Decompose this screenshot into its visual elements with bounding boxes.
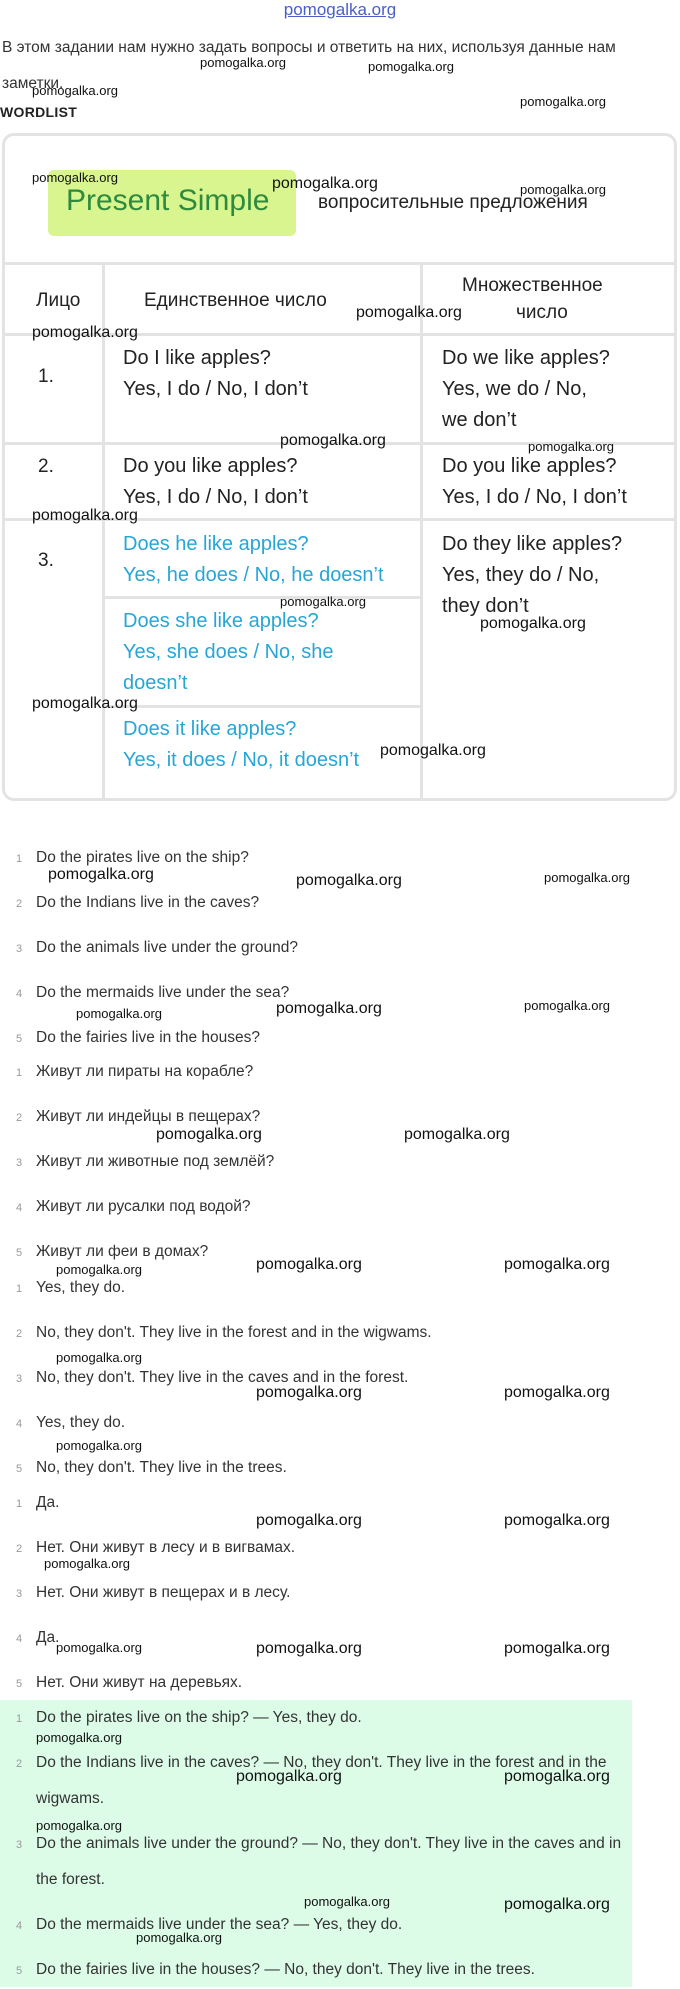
watermark: pomogalka.org (504, 1640, 610, 1657)
list-item: 1 Живут ли пираты на корабле? (16, 1063, 254, 1080)
col-header-plural-2: число (516, 302, 568, 323)
list-item: 2 Do the Indians live in the caves? — No, they don't. They live in the forest and in the wigwams. (16, 1754, 607, 1807)
list-item: 2 Живут ли индейцы в пещерах? (16, 1108, 261, 1125)
wordlist-heading: WORDLIST (0, 104, 78, 120)
watermark: pomogalka.org (280, 594, 366, 609)
watermark: pomogalka.org (520, 94, 606, 109)
cell-singular: Do you like apples? Yes, I do / No, I don’t (123, 455, 308, 508)
watermark: pomogalka.org (528, 439, 614, 454)
table-divider (420, 262, 423, 801)
watermark: pomogalka.org (32, 695, 138, 712)
watermark: pomogalka.org (32, 170, 118, 185)
list-item: 4 Do the mermaids live under the sea? — Yes, they do. (16, 1916, 403, 1933)
watermark: pomogalka.org (56, 1640, 142, 1655)
watermark: pomogalka.org (524, 998, 610, 1013)
list-item: 4 Живут ли русалки под водой? (16, 1198, 251, 1215)
watermark: pomogalka.org (480, 615, 586, 632)
col-header-person: Лицо (36, 290, 81, 311)
row-number: 1. (38, 366, 54, 387)
watermark: pomogalka.org (32, 507, 138, 524)
watermark: pomogalka.org (272, 175, 378, 192)
cell-plural: Do they like apples? Yes, they do / No, they don’t (442, 533, 623, 617)
list-item: 5 Do the fairies live in the houses? — No, they don't. They live in the trees. (16, 1961, 535, 1978)
cell-singular: Do I like apples? Yes, I do / No, I don’t (123, 347, 308, 400)
watermark: pomogalka.org (56, 1262, 142, 1277)
watermark: pomogalka.org (368, 59, 454, 74)
list-item: 4 Do the mermaids live under the sea? (16, 984, 290, 1001)
site-link[interactable]: pomogalka.org (283, 0, 397, 19)
watermark: pomogalka.org (44, 1556, 130, 1571)
watermark: pomogalka.org (36, 1818, 122, 1833)
list-item: 3 Нет. Они живут в пещерах и в лесу. (16, 1584, 291, 1601)
list-item: 1 Do the pirates live on the ship? (16, 849, 249, 866)
list-item: 3 Do the animals live under the ground? (16, 939, 298, 956)
list-item: 5 Нет. Они живут на деревьях. (16, 1674, 243, 1691)
list-item: 1 Yes, they do. (16, 1279, 126, 1296)
table-divider (104, 705, 422, 708)
watermark: pomogalka.org (136, 1930, 222, 1945)
watermark: pomogalka.org (504, 1896, 610, 1913)
list-item: 3 Do the animals live under the ground? — No, they don't. They live in the caves and in the forest. (16, 1835, 622, 1888)
table-divider (104, 596, 422, 599)
watermark: pomogalka.org (76, 1006, 162, 1021)
watermark: pomogalka.org (404, 1126, 510, 1143)
watermark: pomogalka.org (200, 55, 286, 70)
list-item: 5 Do the fairies live in the houses? (16, 1029, 261, 1046)
cell-singular-she: Does she like apples? Yes, she does / No, she doesn’t (123, 610, 334, 694)
watermark: pomogalka.org (520, 182, 606, 197)
list-item: 1 Да. (16, 1494, 60, 1511)
list-item: 4 Да. (16, 1629, 60, 1646)
watermark: pomogalka.org (56, 1350, 142, 1365)
watermark: pomogalka.org (32, 83, 118, 98)
watermark: pomogalka.org (236, 1768, 342, 1785)
list-item: 3 No, they don't. They live in the caves and in the forest. (16, 1369, 409, 1386)
watermark: pomogalka.org (36, 1730, 122, 1745)
watermark: pomogalka.org (504, 1768, 610, 1785)
watermark: pomogalka.org (356, 304, 462, 321)
watermark: pomogalka.org (276, 1000, 382, 1017)
cell-plural: Do we like apples? Yes, we do / No, we don’t (442, 347, 610, 431)
list-item: 3 Живут ли животные под землёй? (16, 1153, 275, 1170)
list-item: 2 Нет. Они живут в лесу и в вигвамах. (16, 1539, 296, 1556)
col-header-singular: Единственное число (144, 290, 327, 311)
watermark: pomogalka.org (256, 1640, 362, 1657)
col-header-plural: Множественное (462, 275, 603, 296)
list-item: 4 Yes, they do. (16, 1414, 126, 1431)
watermark: pomogalka.org (504, 1256, 610, 1273)
watermark: pomogalka.org (544, 870, 630, 885)
watermark: pomogalka.org (156, 1126, 262, 1143)
list-item: 5 No, they don't. They live in the trees. (16, 1459, 287, 1476)
watermark: pomogalka.org (504, 1384, 610, 1401)
watermark: pomogalka.org (256, 1384, 362, 1401)
watermark: pomogalka.org (56, 1438, 142, 1453)
cell-singular-he: Does he like apples? Yes, he does / No, he doesn’t (123, 533, 384, 586)
task-intro: В этом задании нам нужно задать вопросы и ответить на них, используя данные нам заметки. (2, 39, 616, 92)
watermark: pomogalka.org (48, 866, 154, 883)
watermark: pomogalka.org (256, 1512, 362, 1529)
cell-singular-it: Does it like apples? Yes, it does / No, it doesn’t (123, 718, 360, 771)
watermark: pomogalka.org (304, 1894, 390, 1909)
table-subtitle: вопросительные предложения (318, 192, 588, 213)
cell-plural: Do you like apples? Yes, I do / No, I don’t (442, 455, 627, 508)
table-divider (102, 262, 105, 801)
watermark: pomogalka.org (504, 1512, 610, 1529)
list-item: 5 Живут ли феи в домах? (16, 1243, 209, 1260)
watermark: pomogalka.org (256, 1256, 362, 1273)
list-item: 2 No, they don't. They live in the forest and in the wigwams. (16, 1324, 432, 1341)
row-number: 2. (38, 456, 54, 477)
list-item: 2 Do the Indians live in the caves? (16, 894, 260, 911)
watermark: pomogalka.org (280, 432, 386, 449)
watermark: pomogalka.org (296, 872, 402, 889)
table-title: Present Simple (66, 184, 270, 217)
list-item: 1 Do the pirates live on the ship? — Yes, they do. (16, 1709, 362, 1726)
watermark: pomogalka.org (32, 324, 138, 341)
watermark: pomogalka.org (380, 742, 486, 759)
row-number: 3. (38, 550, 54, 571)
